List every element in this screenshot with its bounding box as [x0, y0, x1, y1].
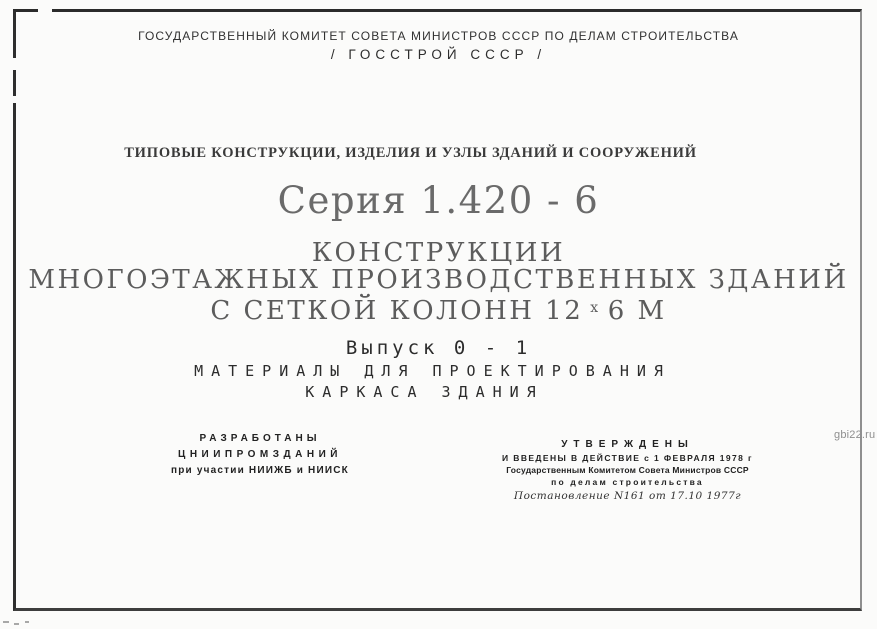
- issue-subtitle-line2: КАРКАСА ЗДАНИЯ: [305, 383, 544, 401]
- border-scan-gap: [13, 58, 17, 70]
- approving-authority: Государственным Комитетом Совета Министров СССР: [506, 465, 749, 475]
- issue-number: Выпуск 0 - 1: [345, 337, 532, 359]
- border-scan-gap: [38, 9, 52, 13]
- main-title-line1: КОНСТРУКЦИИ: [311, 238, 566, 268]
- decree-reference: Постановление N161 от 17.10 1977г: [513, 490, 742, 502]
- multiplication-sign: x: [590, 300, 601, 316]
- approving-authority-dept: по делам строительства: [551, 477, 704, 487]
- developer-participants: при участии НИИЖБ и НИИСК: [171, 465, 349, 476]
- document-type-line: ТИПОВЫЕ КОНСТРУКЦИИ, ИЗДЕЛИЯ И УЗЛЫ ЗДАНИЙ И СООРУЖЕНИЙ: [124, 145, 697, 161]
- developed-by-block: [140, 433, 380, 476]
- scan-artifact: [14, 623, 19, 625]
- series-number: Серия 1.420 - 6: [277, 179, 600, 222]
- approved-heading: УТВЕРЖДЕНЫ: [561, 439, 694, 450]
- title-grid-prefix: С СЕТКОЙ КОЛОНН 12: [210, 296, 584, 326]
- border-scan-gap: [13, 96, 17, 103]
- issue-subtitle-line1: МАТЕРИАЛЫ ДЛЯ ПРОЕКТИРОВАНИЯ: [194, 362, 671, 380]
- gosstroy-subheader: / ГОССТРОЙ СССР /: [330, 47, 547, 62]
- main-title-line2: МНОГОЭТАЖНЫХ ПРОИЗВОДСТВЕННЫХ ЗДАНИЙ: [28, 265, 849, 295]
- main-title-line3: [0, 296, 877, 326]
- committee-header: ГОСУДАРСТВЕННЫЙ КОМИТЕТ СОВЕТА МИНИСТРОВ СССР ПО ДЕЛАМ СТРОИТЕЛЬСТВА: [138, 29, 739, 43]
- title-grid-suffix: 6 М: [607, 296, 667, 326]
- approved-by-block: [455, 439, 800, 502]
- developed-heading: РАЗРАБОТАНЫ: [199, 433, 321, 444]
- developer-organization: ЦНИИПРОМЗДАНИЙ: [178, 449, 342, 460]
- scan-artifact: [3, 621, 9, 623]
- scan-artifact: [25, 621, 29, 623]
- site-watermark: gbi22.ru: [834, 429, 876, 441]
- approved-effective-date: И ВВЕДЕНЫ В ДЕЙСТВИЕ с 1 ФЕВРАЛЯ 1978 г: [502, 453, 753, 463]
